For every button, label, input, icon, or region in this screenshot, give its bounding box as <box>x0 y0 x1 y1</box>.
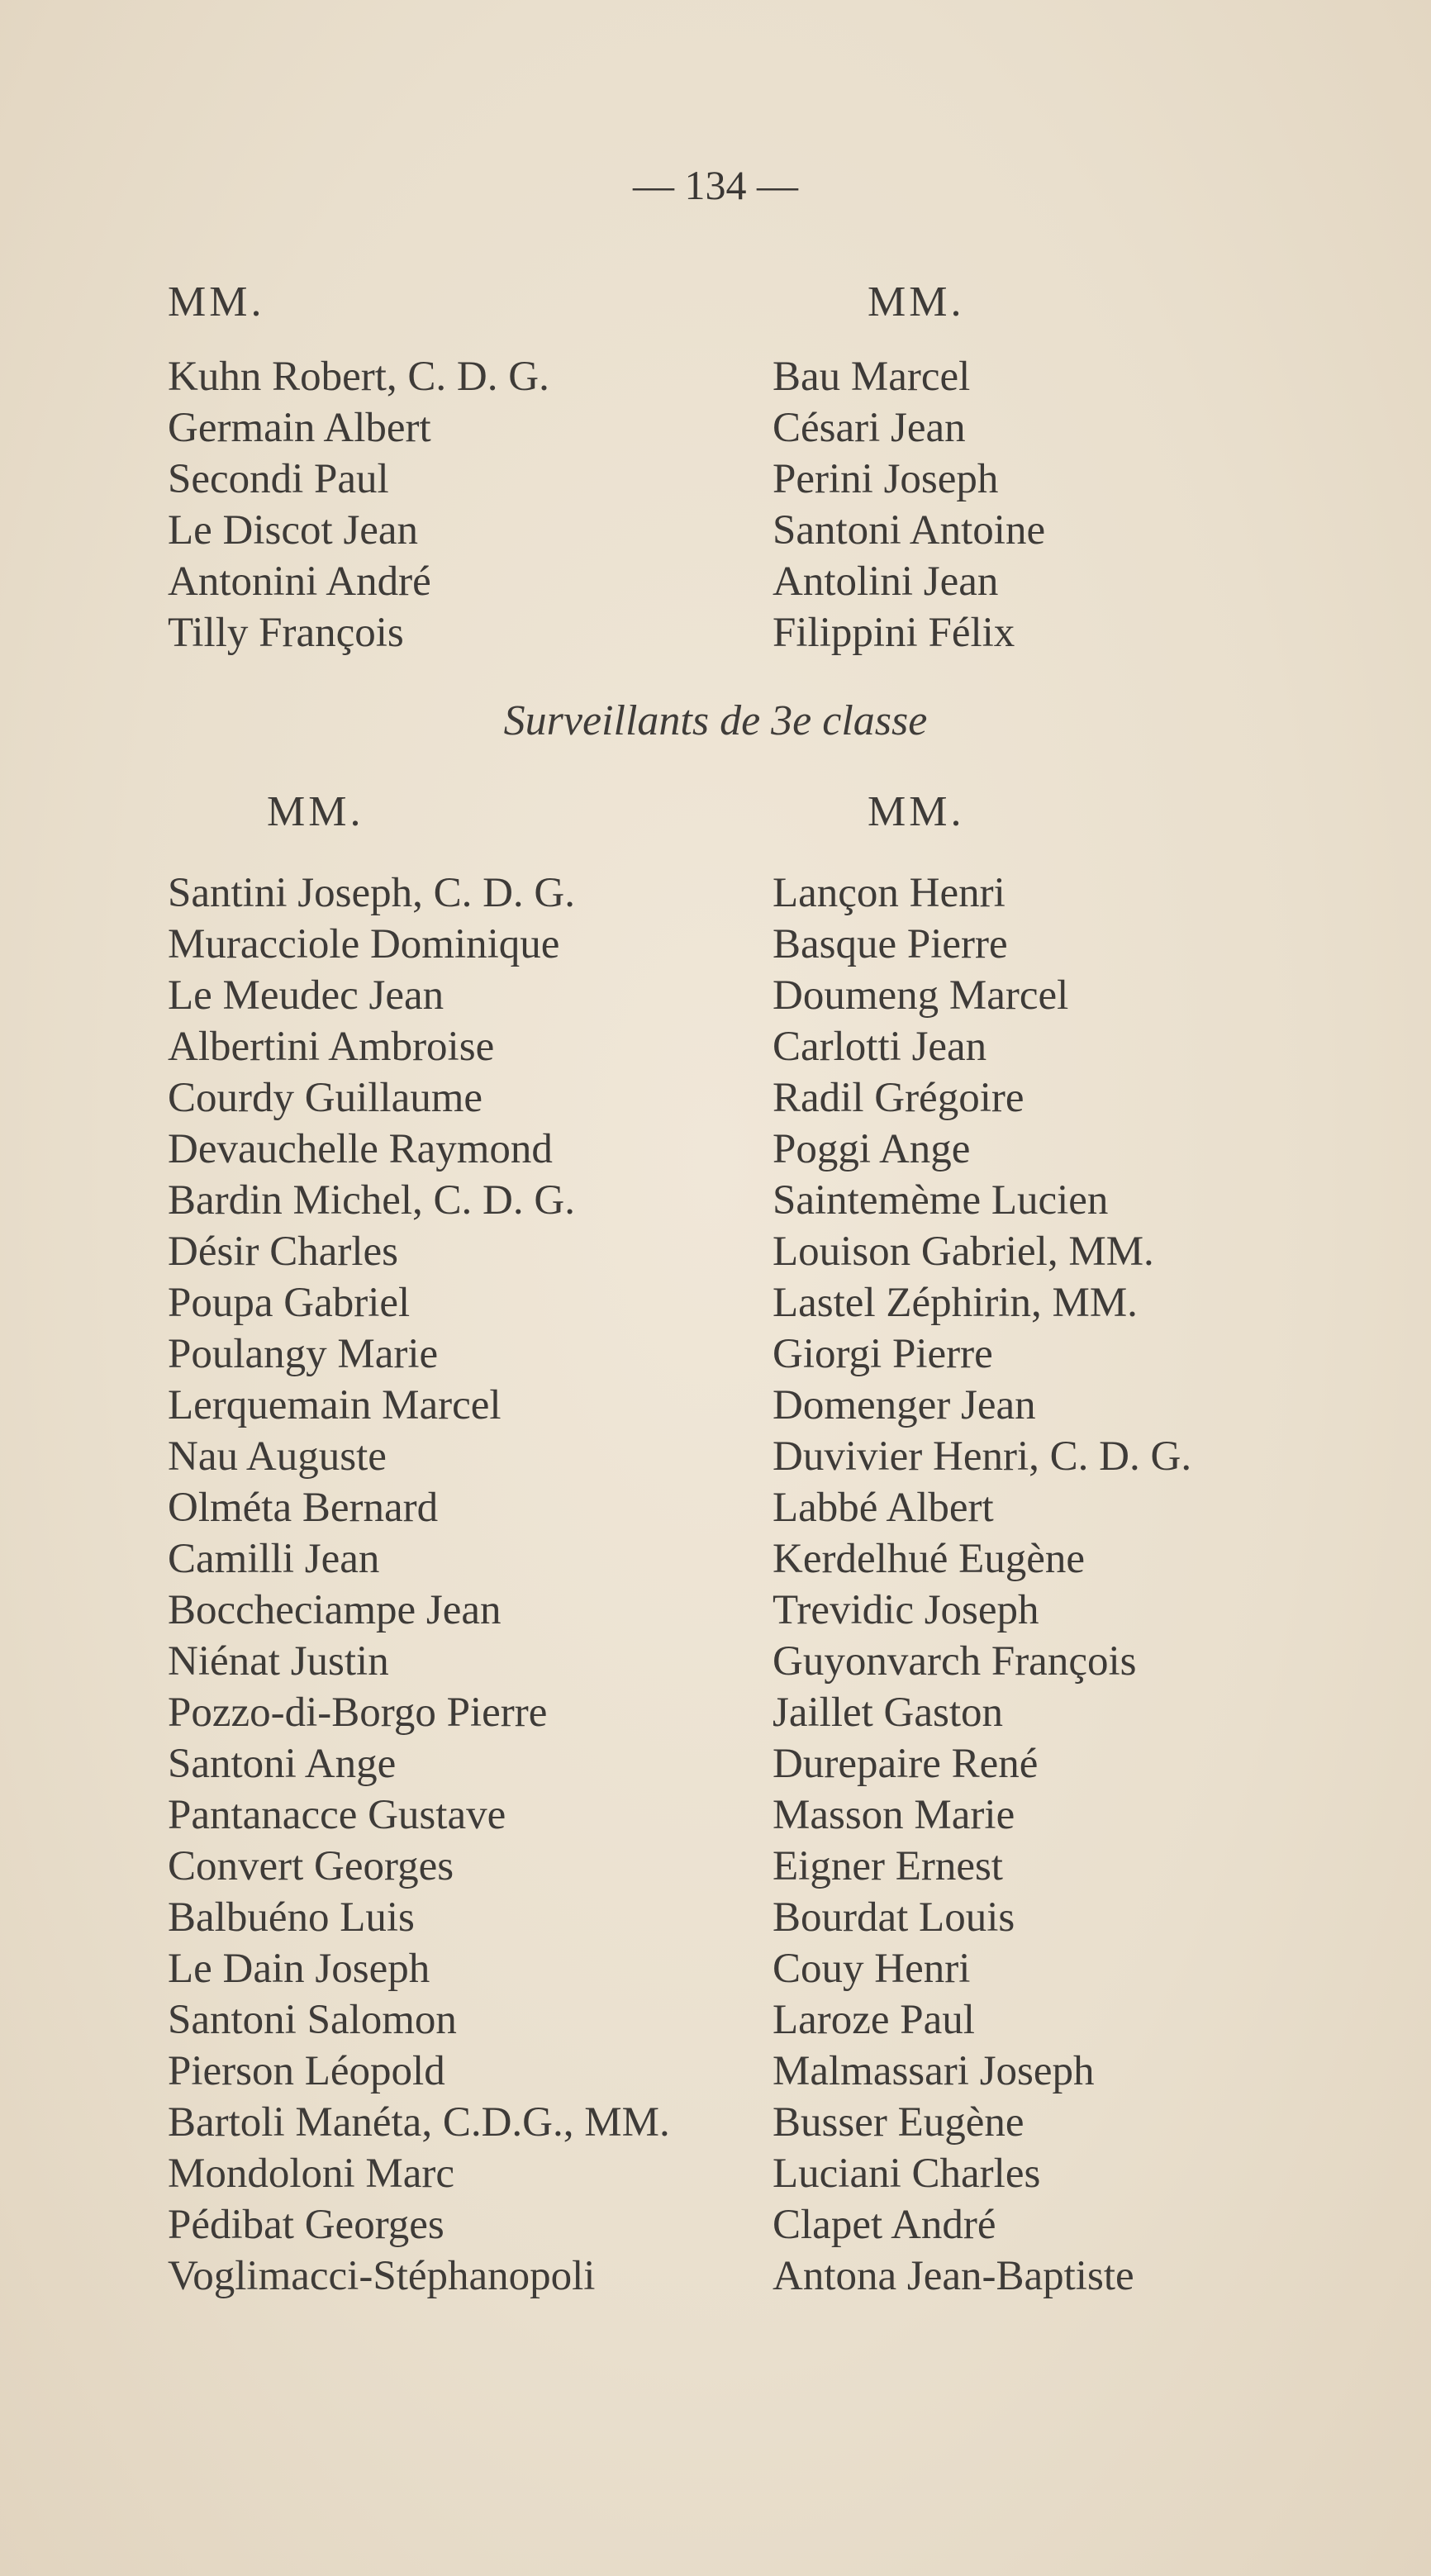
section1-right-header: MM. <box>868 278 965 326</box>
name-entry: Doumeng Marcel <box>773 972 1069 1019</box>
name-entry: Lerquemain Marcel <box>168 1382 502 1428</box>
name-entry: Luciani Charles <box>773 2151 1041 2197</box>
name-entry: Nau Auguste <box>168 1433 387 1480</box>
section1-left-list <box>168 351 549 658</box>
name-entry: Bourdat Louis <box>773 1894 1015 1941</box>
name-entry: Louison Gabriel, MM. <box>773 1229 1154 1275</box>
name-entry: Antona Jean-Baptiste <box>773 2253 1134 2299</box>
name-entry: Pierson Léopold <box>168 2048 445 2094</box>
name-entry: Lastel Zéphirin, MM. <box>773 1280 1138 1326</box>
name-entry: Le Meudec Jean <box>168 972 445 1019</box>
name-entry: Trevidic Joseph <box>773 1587 1039 1633</box>
name-entry: Santoni Antoine <box>773 507 1046 554</box>
name-entry: Niénat Justin <box>168 1638 389 1685</box>
name-entry: Eigner Ernest <box>773 1843 1003 1889</box>
name-entry: Boccheciampe Jean <box>168 1587 502 1633</box>
section1-left-header: MM. <box>168 278 265 326</box>
name-entry: Poupa Gabriel <box>168 1280 411 1326</box>
name-entry: Laroze Paul <box>773 1997 975 2043</box>
section2-left-header: MM. <box>267 788 364 835</box>
name-entry: Kerdelhué Eugène <box>773 1536 1086 1582</box>
name-entry: Bau Marcel <box>773 354 971 400</box>
section-title: Surveillants de 3e classe <box>503 697 928 744</box>
name-entry: Couy Henri <box>773 1946 971 1992</box>
name-entry: Albertini Ambroise <box>168 1024 495 1070</box>
name-entry: Le Discot Jean <box>168 507 419 554</box>
name-entry: Poggi Ange <box>773 1126 971 1172</box>
name-entry: Voglimacci-Stéphanopoli <box>168 2253 596 2299</box>
name-entry: Busser Eugène <box>773 2099 1025 2146</box>
name-entry: Tilly François <box>168 610 404 656</box>
section2-left-list <box>168 867 670 2302</box>
name-entry: Basque Pierre <box>773 921 1008 967</box>
name-entry: Santoni Salomon <box>168 1997 457 2043</box>
name-entry: Antolini Jean <box>773 558 999 605</box>
name-entry: Clapet André <box>773 2202 996 2248</box>
name-entry: Pantanacce Gustave <box>168 1792 506 1838</box>
section1-right-list <box>773 351 1045 658</box>
name-entry: Césari Jean <box>773 405 966 451</box>
name-entry: Guyonvarch François <box>773 1638 1137 1685</box>
name-entry: Convert Georges <box>168 1843 454 1889</box>
name-entry: Pozzo-di-Borgo Pierre <box>168 1690 548 1736</box>
name-entry: Balbuéno Luis <box>168 1894 415 1941</box>
name-entry: Poulangy Marie <box>168 1331 439 1377</box>
name-entry: Bartoli Manéta, C.D.G., MM. <box>168 2099 670 2146</box>
name-entry: Olméta Bernard <box>168 1485 439 1531</box>
name-entry: Masson Marie <box>773 1792 1015 1838</box>
page-number: — 134 — <box>633 162 798 208</box>
name-entry: Courdy Guillaume <box>168 1075 483 1121</box>
name-entry: Jaillet Gaston <box>773 1690 1004 1736</box>
name-entry: Labbé Albert <box>773 1485 994 1531</box>
name-entry: Duvivier Henri, C. D. G. <box>773 1433 1192 1480</box>
name-entry: Désir Charles <box>168 1229 399 1275</box>
name-entry: Germain Albert <box>168 405 431 451</box>
name-entry: Filippini Félix <box>773 610 1015 656</box>
name-entry: Camilli Jean <box>168 1536 380 1582</box>
name-entry: Perini Joseph <box>773 456 999 502</box>
section2-right-header: MM. <box>868 788 965 835</box>
name-entry: Muracciole Dominique <box>168 921 560 967</box>
name-entry: Domenger Jean <box>773 1382 1036 1428</box>
name-entry: Kuhn Robert, C. D. G. <box>168 354 549 400</box>
name-entry: Malmassari Joseph <box>773 2048 1095 2094</box>
name-entry: Devauchelle Raymond <box>168 1126 553 1172</box>
name-entry: Saintemème Lucien <box>773 1177 1109 1224</box>
name-entry: Lançon Henri <box>773 870 1006 916</box>
section2-right-list <box>773 867 1191 2302</box>
name-entry: Santoni Ange <box>168 1741 397 1787</box>
name-entry: Radil Grégoire <box>773 1075 1025 1121</box>
name-entry: Bardin Michel, C. D. G. <box>168 1177 575 1224</box>
name-entry: Secondi Paul <box>168 456 389 502</box>
name-entry: Pédibat Georges <box>168 2202 445 2248</box>
name-entry: Carlotti Jean <box>773 1024 987 1070</box>
name-entry: Giorgi Pierre <box>773 1331 993 1377</box>
name-entry: Durepaire René <box>773 1741 1039 1787</box>
name-entry: Antonini André <box>168 558 431 605</box>
name-entry: Mondoloni Marc <box>168 2151 455 2197</box>
name-entry: Le Dain Joseph <box>168 1946 430 1992</box>
name-entry: Santini Joseph, C. D. G. <box>168 870 576 916</box>
